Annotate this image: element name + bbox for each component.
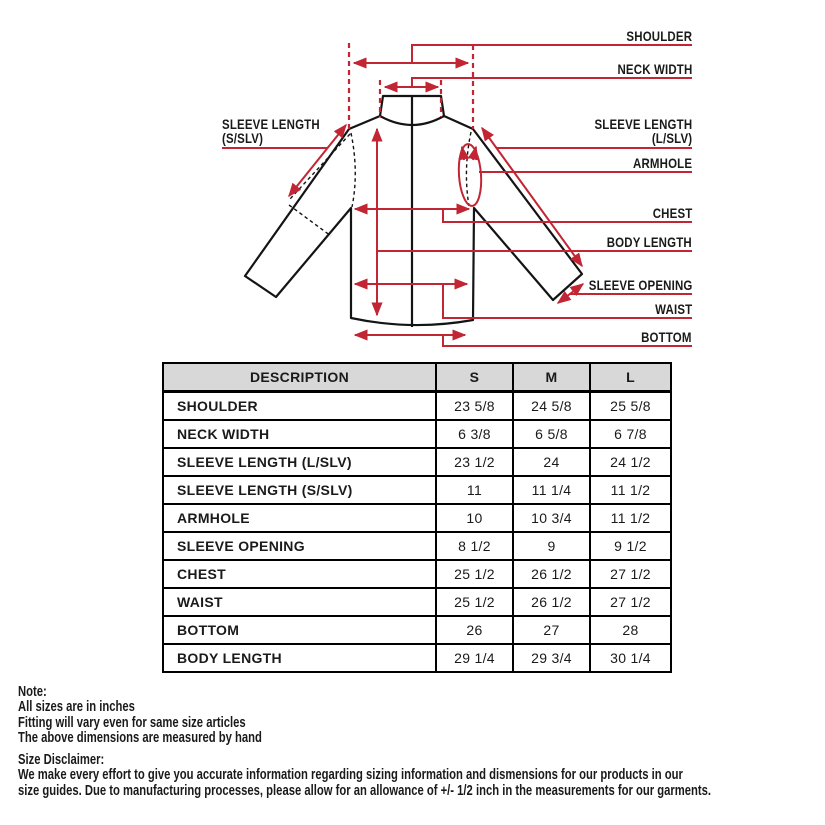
disclaimer-line: size guides. Due to manufacturing processes, please allow for an allowance of +/- 1/2 inch in the measurements for our garments. bbox=[18, 781, 711, 799]
value-m: 27 bbox=[513, 616, 590, 644]
header-description: DESCRIPTION bbox=[163, 363, 436, 392]
diagram-label-neck-width: NECK WIDTH bbox=[617, 61, 692, 77]
value-m: 26 1/2 bbox=[513, 588, 590, 616]
value-m: 9 bbox=[513, 532, 590, 560]
dimension-arrows bbox=[289, 63, 583, 335]
leader-lines bbox=[222, 45, 692, 346]
row-label: CHEST bbox=[163, 560, 436, 588]
table-row bbox=[163, 504, 671, 532]
value-m: 10 3/4 bbox=[513, 504, 590, 532]
value-l: 30 1/4 bbox=[590, 644, 671, 672]
table-row bbox=[163, 560, 671, 588]
value-s: 29 1/4 bbox=[436, 644, 513, 672]
value-l: 25 5/8 bbox=[590, 392, 671, 421]
measurement-diagram bbox=[0, 0, 825, 358]
value-m: 24 5/8 bbox=[513, 392, 590, 421]
armhole-ellipse bbox=[457, 143, 483, 206]
table-header-row bbox=[163, 363, 671, 392]
value-s: 26 bbox=[436, 616, 513, 644]
value-l: 11 1/2 bbox=[590, 476, 671, 504]
value-l: 9 1/2 bbox=[590, 532, 671, 560]
table-row bbox=[163, 644, 671, 672]
header-size-l: L bbox=[590, 363, 671, 392]
row-label: SLEEVE OPENING bbox=[163, 532, 436, 560]
disclaimer-line: We make every effort to give you accurate information regarding sizing information and dismensions for our products in our bbox=[18, 766, 683, 784]
value-l: 28 bbox=[590, 616, 671, 644]
value-s: 23 5/8 bbox=[436, 392, 513, 421]
diagram-label-bottom: BOTTOM bbox=[641, 329, 692, 345]
value-l: 27 1/2 bbox=[590, 588, 671, 616]
row-label: NECK WIDTH bbox=[163, 420, 436, 448]
value-l: 27 1/2 bbox=[590, 560, 671, 588]
value-s: 6 3/8 bbox=[436, 420, 513, 448]
value-s: 23 1/2 bbox=[436, 448, 513, 476]
row-label: BODY LENGTH bbox=[163, 644, 436, 672]
size-table bbox=[162, 362, 672, 673]
diagram-label-sleeve-opening: SLEEVE OPENING bbox=[588, 277, 692, 293]
row-label: SLEEVE LENGTH (S/SLV) bbox=[163, 476, 436, 504]
diagram-label-sleeve-length-s: SLEEVE LENGTH (S/SLV) bbox=[222, 116, 320, 146]
row-label: ARMHOLE bbox=[163, 504, 436, 532]
table-row bbox=[163, 616, 671, 644]
value-s: 10 bbox=[436, 504, 513, 532]
value-m: 24 bbox=[513, 448, 590, 476]
value-s: 8 1/2 bbox=[436, 532, 513, 560]
value-l: 11 1/2 bbox=[590, 504, 671, 532]
value-l: 6 7/8 bbox=[590, 420, 671, 448]
disclaimer-block bbox=[18, 752, 711, 798]
notes-block bbox=[18, 684, 262, 745]
table-row bbox=[163, 588, 671, 616]
value-s: 11 bbox=[436, 476, 513, 504]
value-s: 25 1/2 bbox=[436, 560, 513, 588]
value-l: 24 1/2 bbox=[590, 448, 671, 476]
jacket-diagram-graphic bbox=[0, 0, 825, 358]
value-m: 26 1/2 bbox=[513, 560, 590, 588]
row-label: BOTTOM bbox=[163, 616, 436, 644]
diagram-label-sleeve-length-l: SLEEVE LENGTH (L/SLV) bbox=[594, 116, 692, 146]
table-row bbox=[163, 392, 671, 421]
row-label: SLEEVE LENGTH (L/SLV) bbox=[163, 448, 436, 476]
diagram-label-armhole: ARMHOLE bbox=[632, 155, 692, 171]
row-label: SHOULDER bbox=[163, 392, 436, 421]
value-m: 29 3/4 bbox=[513, 644, 590, 672]
table-row bbox=[163, 532, 671, 560]
table-row bbox=[163, 420, 671, 448]
value-s: 25 1/2 bbox=[436, 588, 513, 616]
header-size-m: M bbox=[513, 363, 590, 392]
diagram-label-chest: CHEST bbox=[652, 205, 692, 221]
value-m: 6 5/8 bbox=[513, 420, 590, 448]
notes-title: Note: bbox=[18, 683, 47, 700]
note-line: The above dimensions are measured by hand bbox=[18, 728, 262, 746]
diagram-label-body-length: BODY LENGTH bbox=[606, 234, 692, 250]
note-line: All sizes are in inches bbox=[18, 698, 135, 716]
table-row bbox=[163, 476, 671, 504]
diagram-label-waist: WAIST bbox=[654, 301, 692, 317]
row-label: WAIST bbox=[163, 588, 436, 616]
note-line: Fitting will vary even for same size articles bbox=[18, 713, 246, 731]
diagram-label-shoulder: SHOULDER bbox=[626, 28, 692, 44]
table-row bbox=[163, 448, 671, 476]
value-m: 11 1/4 bbox=[513, 476, 590, 504]
header-size-s: S bbox=[436, 363, 513, 392]
disclaimer-title: Size Disclaimer: bbox=[18, 751, 105, 768]
